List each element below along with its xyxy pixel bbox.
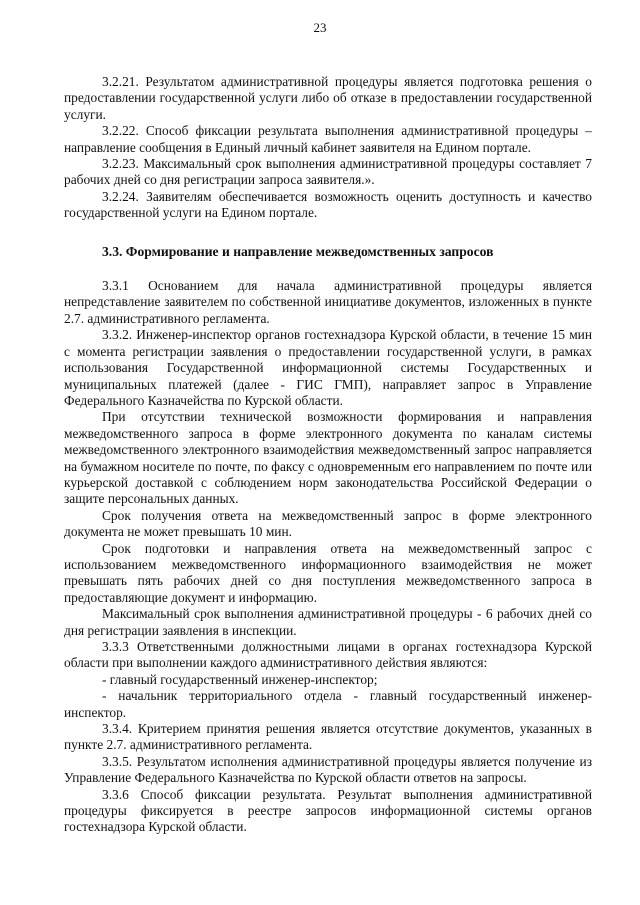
- document-body: [64, 74, 592, 836]
- paragraph-3-2-22: 3.2.22. Способ фиксации результата выполнения административной процедуры – направление сообщения в Единый личный кабинет заявителя на Едином портале.: [64, 123, 592, 155]
- paragraph-3-3-5: 3.3.5. Результатом исполнения административной процедуры является получение из Управление Федерального Казначейства по Курской области ответов на запросы.: [64, 753, 592, 786]
- paragraph-3-2-21: 3.2.21. Результатом административной процедуры является подготовка решения о предоставлении государственной услуги либо об отказе в предоставлении государственной услуги.: [64, 74, 592, 122]
- paragraph-3-3-3: 3.3.3 Ответственными должностными лицами в органах гостехнадзора Курской области при выполнении каждого административного действия являются:: [64, 639, 592, 671]
- paragraph-3-3-4: 3.3.4. Критерием принятия решения является отсутствие документов, указанных в пункте 2.7. административного регламента.: [64, 721, 592, 753]
- paragraph-response-time: Срок получения ответа на межведомственный запрос в форме электронного документа не может превышать 10 мин.: [64, 507, 592, 540]
- page-number: 23: [313, 20, 327, 35]
- paragraph-max-time: Максимальный срок выполнения административной процедуры - 6 рабочих дней со дня регистрации заявления в инспекции.: [64, 606, 592, 638]
- paragraph-3-3-2: 3.3.2. Инженер-инспектор органов гостехнадзора Курской области, в течение 15 мин с момента регистрации заявления о предоставлении государственной услуги, в рамках использования Государственной информационной системы Государственных и муниципальных платежей (далее - ГИС ГМП), направляет запрос в Управление Федерального Казначейства по Курской области.: [64, 327, 592, 408]
- paragraph-no-tech: При отсутствии технической возможности формирования и направления межведомственного запроса в форме электронного документа по каналам системы межведомственного электронного взаимодействия межведомственный запрос направляется на бумажном носителе по почте, по факсу с одновременным его направлением по почте или курьерской доставкой с соблюдением норм законодательства Российской Федерации о защите персональных данных.: [64, 409, 592, 507]
- paragraph-preparation-time: Срок подготовки и направления ответа на межведомственный запрос с использованием межведомственного информационного взаимодействия не может превышать пять рабочих дней со дня поступления межведомственного запроса в предоставляющие документ и информацию.: [64, 540, 592, 605]
- section-heading: 3.3. Формирование и направление межведомственных запросов: [102, 243, 494, 259]
- list-item: - начальник территориального отдела - главный государственный инженер-инспектор.: [64, 688, 592, 720]
- paragraph-3-3-1: 3.3.1 Основанием для начала административной процедуры является непредставление заявителем по собственной инициативе документов, изложенных в пункте 2.7. административного регламента.: [64, 278, 592, 326]
- paragraph-3-2-23: 3.2.23. Максимальный срок выполнения административной процедуры составляет 7 рабочих дней со дня регистрации запроса заявителя.».: [64, 156, 592, 188]
- paragraph-3-2-24: 3.2.24. Заявителям обеспечивается возможность оценить доступность и качество государственной услуги на Едином портале.: [64, 188, 592, 221]
- paragraph-3-3-6: 3.3.6 Способ фиксации результата. Результат выполнения административной процедуры фиксируется в реестре запросов информационной системы органов гостехнадзора Курской области.: [64, 786, 592, 835]
- list-item: - главный государственный инженер-инспектор;: [102, 671, 378, 687]
